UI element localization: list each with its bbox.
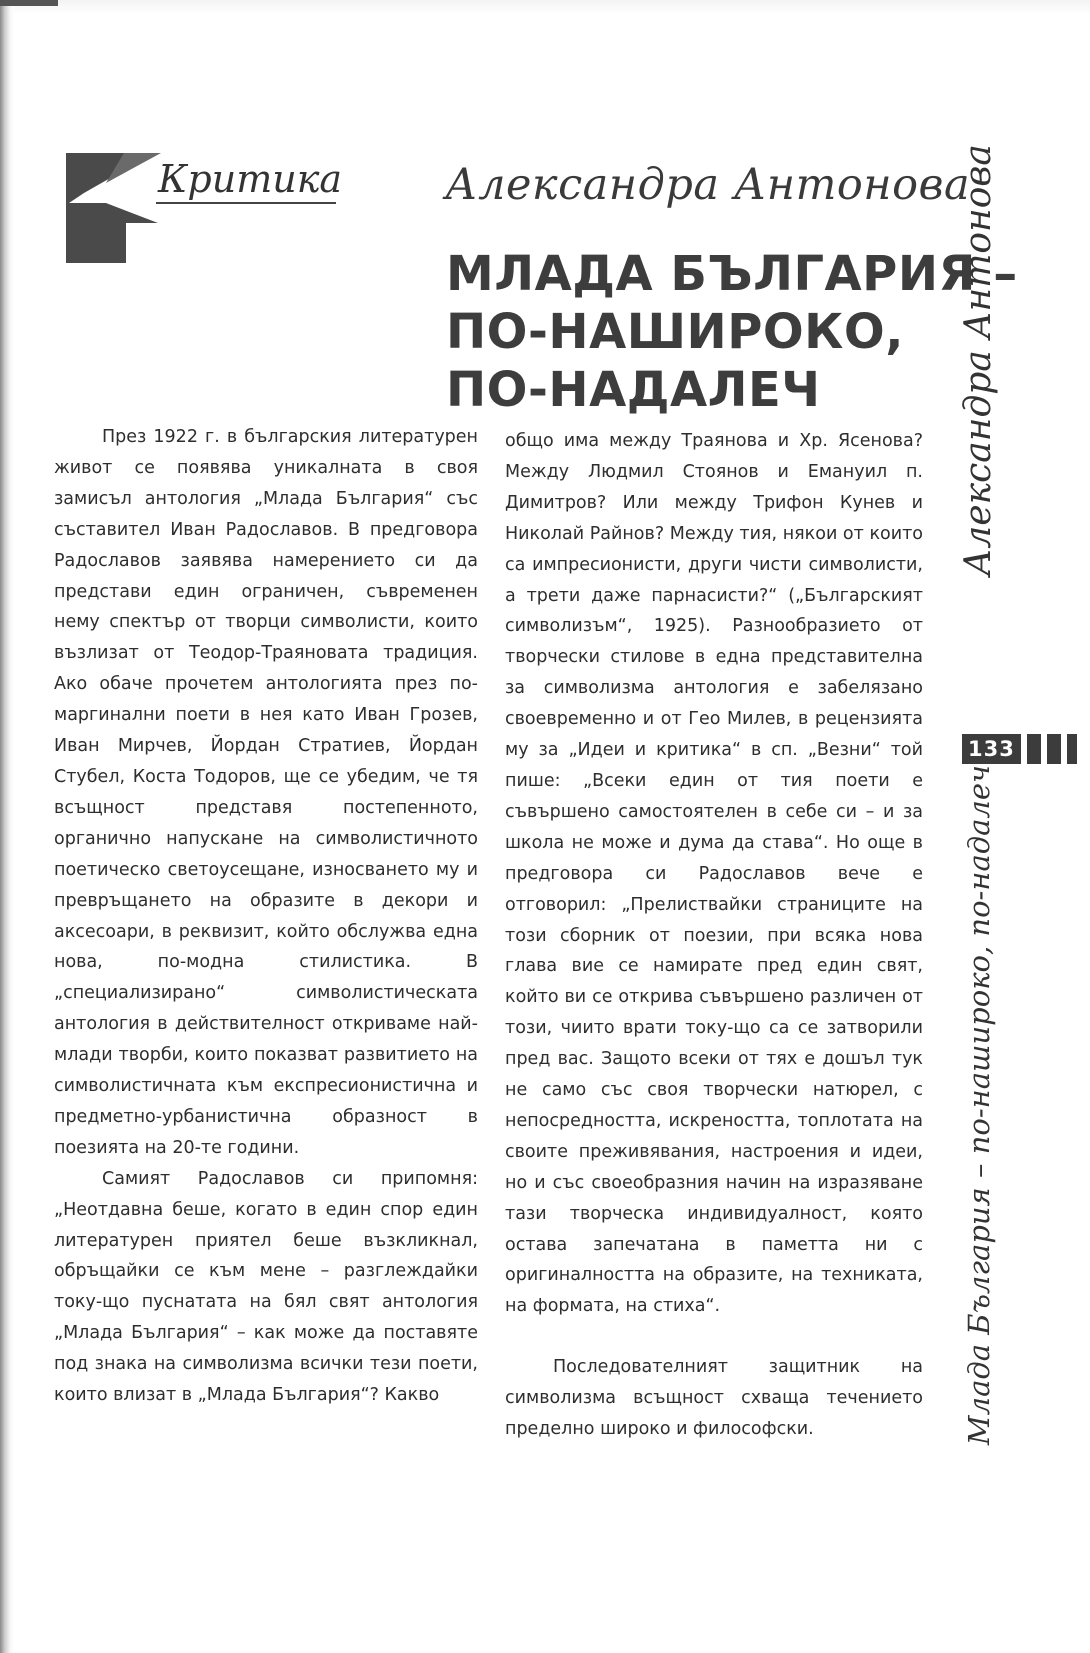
paragraph: През 1922 г. в българския литературен живот се появява уникалната в своя замисъл антология „Млада България“ със съставител Иван Радославов. В предговора Радославов заявява намерението си да представи един ограничен, съвременен нему спектър от творци символисти, които възлизат от Теодор-Траяновата традиция. Ако обаче прочетем антологията през по-маргинални поети в нея като Иван Грозев, Иван Мирчев, Йордан Стратиев, Йордан Стубел, Коста Тодоров, ще се убедим, че тя всъщност представя постепенното, органично напускане на символистичното поетическо светоусещане, износването му и превръщането на образите в декори и аксесоари, в реквизит, който обслужва една нова, по-модна стилистика. В „специализирано“ символистическата антология в действителност откриваме най-млади творби, които показват развитието на символистичната към експресионистична и предметно-урбанистична образност в поезията на 20-те години. — [54, 427, 478, 1158]
scan-corner-mark — [0, 0, 58, 6]
page-marker-block — [1067, 734, 1077, 764]
title-line: МЛАДА БЪЛГАРИЯ – — [446, 246, 1018, 302]
paragraph: Самият Радославов си припомня: „Неотдавна беше, когато в един спор един литературен приятел беше възкликнал, обръщайки се към мене – разглеждайки току-що пуснатата на бял свят антология „Млада България“ – как може да поставяте под знака на символизма всички тези поети, които влизат в „Млада България“? Какво — [54, 1168, 478, 1406]
sidebar-running-title: Млада България – по-нашироко, по-надалеч — [962, 764, 996, 1446]
article-author: Александра Антонова — [445, 160, 971, 210]
page-marker-block — [1047, 734, 1061, 764]
scan-edge-top — [0, 0, 1090, 14]
page-number-bar — [962, 734, 1077, 764]
body-column-right — [505, 426, 923, 1445]
paragraph: общо има между Траянова и Хр. Ясенова? Между Людмил Стоянов и Емануил п. Димитров? Или между Трифон Кунев и Николай Райнов? Между тия, някои от които са импресионисти, други чисти символисти, а трети даже парнасисти?“ („Българският символизъм“, 1925). Разнообразието от творчески стилове в една представителна за символизма антология е забелязано своевременно и от Гео Милев, в рецензията му за „Идеи и критика“ в сп. „Везни“ той пише: „Всеки един от тия поети е съвършено самостоятелен в себе си – и за школа не може и дума да става“. Но още в предговора си Радославов вече е отговорил: „Прелиствайки страниците на този сборник от поезии, при всяка нова глава вие се намирате пред един свят, който ви се открива съвършено различен от този, чиито врати току-що са се затворили пред вас. Защото всеки от тях е дошъл тук не само със своя творчески натюрел, с непосредността, искреността, топлотата на своите преживявания, настроения и идеи, но и със своеобразния начин на изразяване тази творческа индивидуалност, която остава запечатана в паметта ни с оригиналността на образите, на техниката, на формата, на стиха“. — [505, 431, 923, 1317]
paragraph: Последователният защитник на символизма всъщност схваща течението пределно широко и философски. — [505, 1357, 923, 1440]
page-marker-block — [1027, 734, 1041, 764]
page-number: 133 — [962, 734, 1021, 764]
section-label: Критика — [156, 156, 336, 204]
critique-section-logo-icon — [66, 153, 166, 263]
scan-edge-left — [0, 0, 14, 1653]
title-line: ПО-НАДАЛЕЧ — [446, 362, 821, 418]
article-title — [446, 245, 1018, 419]
sidebar-author: Александра Антонова — [958, 144, 999, 576]
title-line: ПО-НАШИРОКО, — [446, 304, 904, 360]
body-column-left — [54, 422, 478, 1411]
